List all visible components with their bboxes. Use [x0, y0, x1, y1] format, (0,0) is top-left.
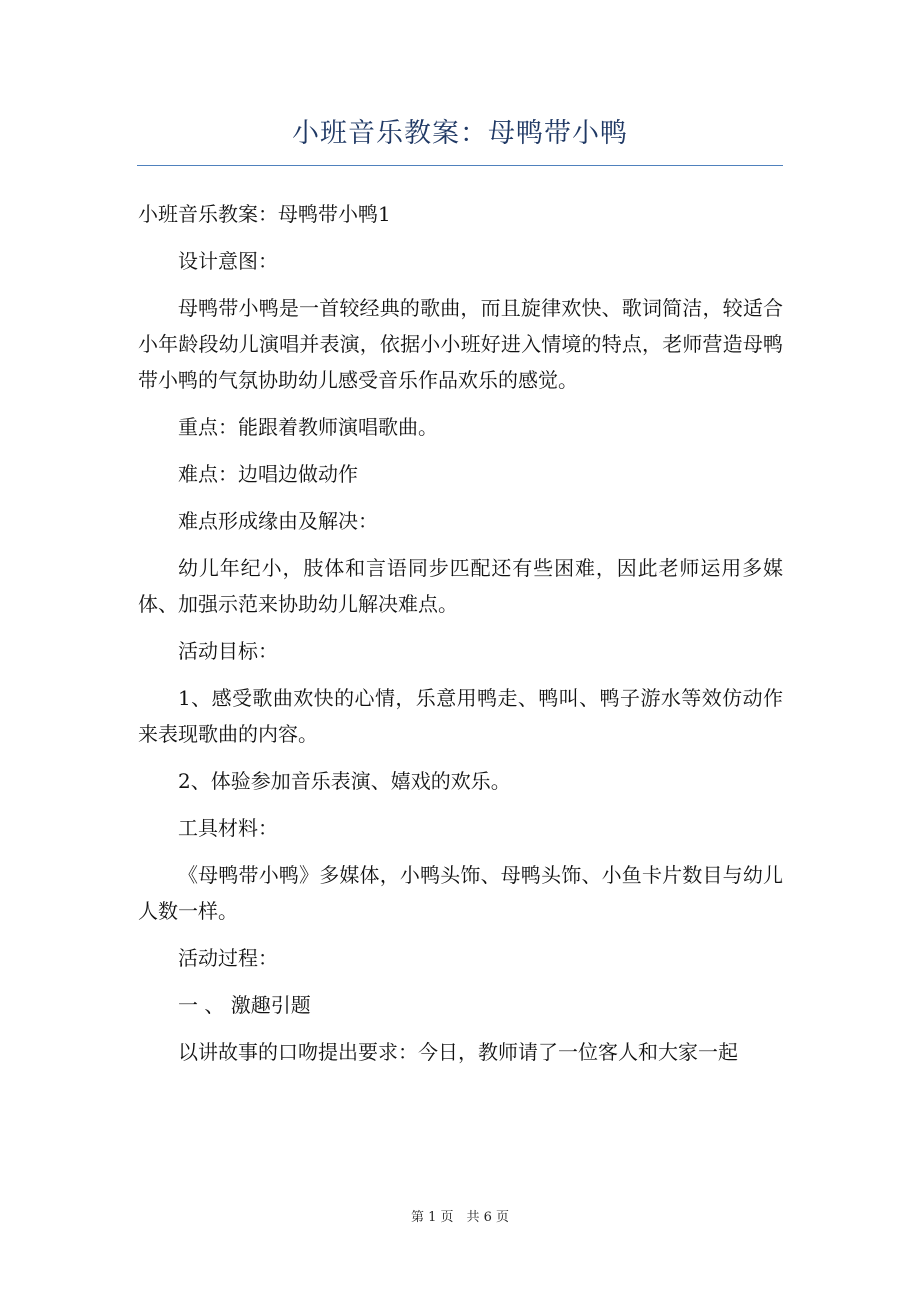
- title-underline: [137, 165, 783, 166]
- section-heading: 小班音乐教案：母鸭带小鸭1: [138, 202, 391, 226]
- paragraph: 活动过程：: [178, 946, 278, 970]
- paragraph: 难点形成缘由及解决：: [178, 509, 378, 533]
- document-body: [138, 196, 783, 1081]
- paragraph: 母鸭带小鸭是一首较经典的歌曲，而且旋律欢快、歌词简洁，较适合小年龄段幼儿演唱并表演，依据小小班好进入情境的特点，老师营造母鸭带小鸭的气氛协助幼儿感受音乐作品欢乐的感觉。: [138, 296, 783, 392]
- paragraph: 幼儿年纪小，肢体和言语同步匹配还有些困难，因此老师运用多媒体、加强示范来协助幼儿解决难点。: [138, 556, 783, 616]
- paragraph: 难点：边唱边做动作: [178, 462, 358, 486]
- document-title: 小班音乐教案：母鸭带小鸭: [292, 118, 628, 149]
- paragraph: 《母鸭带小鸭》多媒体，小鸭头饰、母鸭头饰、小鱼卡片数目与幼儿人数一样。: [138, 863, 783, 923]
- page-footer: 第 1 页 共 6 页: [410, 1210, 510, 1225]
- paragraph: 活动目标：: [178, 639, 278, 663]
- paragraph: 重点：能跟着教师演唱歌曲。: [178, 415, 438, 439]
- paragraph: 以讲故事的口吻提出要求：今日，教师请了一位客人和大家一起: [178, 1040, 738, 1064]
- paragraph: 1、感受歌曲欢快的心情，乐意用鸭走、鸭叫、鸭子游水等效仿动作来表现歌曲的内容。: [138, 686, 783, 746]
- paragraph: 一 、 激趣引题: [178, 993, 311, 1017]
- paragraph: 2、体验参加音乐表演、嬉戏的欢乐。: [178, 769, 511, 793]
- paragraph: 工具材料：: [178, 816, 278, 840]
- paragraph: 设计意图：: [178, 249, 278, 273]
